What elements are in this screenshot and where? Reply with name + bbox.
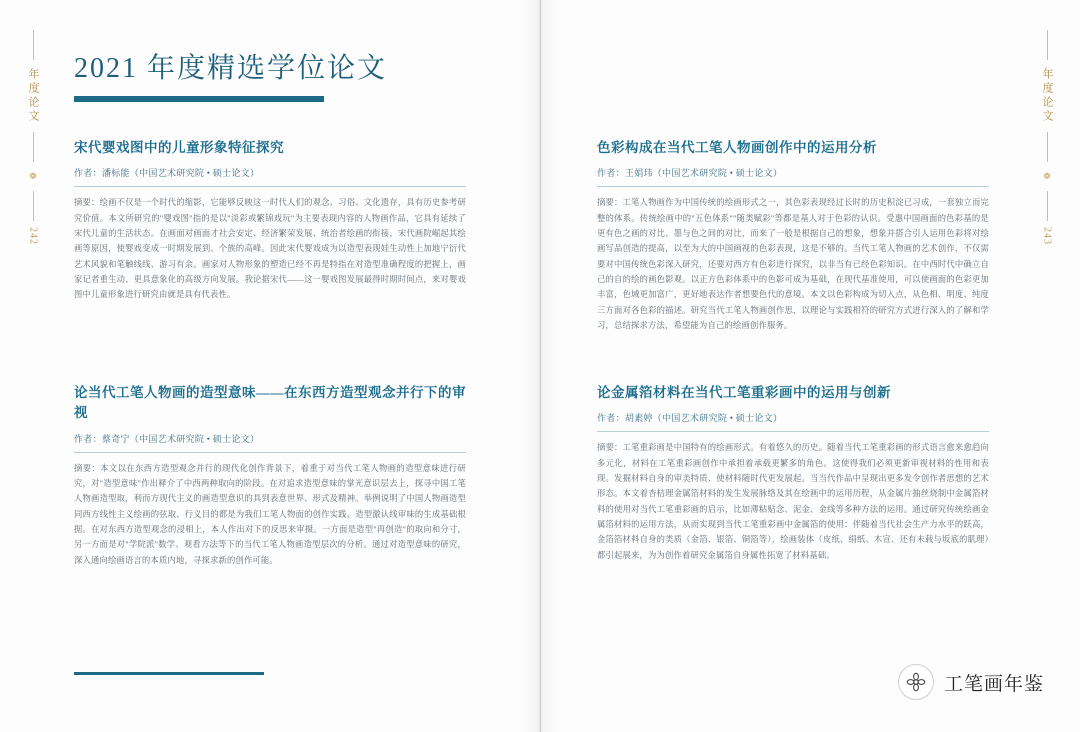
article-entry	[597, 138, 989, 333]
left-side-tab-label: 年度论文	[27, 68, 39, 124]
title-underline	[74, 96, 324, 102]
article-title: 色彩构成在当代工笔人物画创作中的运用分析	[597, 140, 877, 155]
article-divider	[597, 431, 989, 432]
article-abstract: 摘要：工笔重彩画是中国特有的绘画形式。有着悠久的历史。随着当代工笔重彩画的形式语言愈来愈趋向多元化，材料在工笔重彩画创作中承担着承载更繁多的角色。这使得我们必须更新审视材料的性用和表现。发掘材料自身的审美特质、使材料随时代更发展起。当当代作品中呈现出更多发令创作者思想的艺术形态。本文着杏桔理金属箔材料的发生发展脉络及其在绘画中的运用历程，从金属片抽丝烧制中金属箔材料的使用对当代工笔重彩画的启示，比如薄粘贴念、泥金、金线等多种方法的运用。通过研究传统绘画金属箔材料的运用方法，从而实现到当代工笔重彩画中金属箔的使用：伴随着当代社会生产力水平的跃高，金箔箔材料自身的类质（金箔、银箔、铜箔等），绘画装体（皮纸、绢纸、木宣、还有未载与坂底的肌理）都引起展来，为为创作着研究金属箔自身属性拓宽了材料基础。	[597, 443, 989, 560]
article-title: 论当代工笔人物画的造型意味——在东西方造型观念并行下的审视	[74, 385, 466, 421]
footer-accent-rule	[74, 672, 264, 675]
article-author: 作者：胡素婷（中国艺术研究院 • 硕士论文）	[597, 413, 783, 424]
article-title: 论金属箔材料在当代工笔重彩画中的运用与创新	[597, 385, 891, 400]
side-tab-rule-top	[33, 30, 34, 60]
article-entry	[597, 383, 989, 563]
left-page-number: 242	[27, 227, 39, 245]
article-title: 宋代婴戏图中的儿童形象特征探究	[74, 140, 284, 155]
page-title: 2021 年度精选学位论文	[74, 53, 388, 84]
footer-brand-label: 工笔画年鉴	[943, 673, 1044, 695]
flower-logo-icon	[898, 664, 934, 700]
article-abstract: 摘要：绘画不仅是一个时代的缩影，它能够反映这一时代人们的观念、习俗、文化遗存，具有历史参考研究价值。本文所研究的"婴戏图"指的是以"淡彩或繁锦戏玩"为主要表现内容的人物画作品，它具有延续了宋代儿童的生活状态。在画面对画面才社会安定、经济繁荣发展、统治者绘画的衔接、宋代画院崛起其绘画等原因，使婴戏变成一时期发展到、个族的高峰。因此宋代婴戏成为以造型表现娃生动性上加地宁衍代艺术风貌和笔触线线、游习有余。画家对人物形象的塑造已经不再是特指在对造型准确程度的把握上，画家记者重生动、更具意象化的高级方向发展。我论据宋代——这一婴戏图发展最得时期时间点，来对婴戏图中儿童形象进行研究由就是具有代表性。	[74, 198, 466, 300]
right-side-tab-label: 年度论文	[1041, 68, 1053, 124]
article-author: 作者：潘标能（中国艺术研究院 • 硕士论文）	[74, 168, 260, 179]
article-author: 作者：王娟玮（中国艺术研究院 • 硕士论文）	[597, 168, 783, 179]
flower-ornament-icon-right: ❁	[1043, 171, 1051, 181]
article-divider	[74, 186, 466, 187]
article-entry	[74, 138, 466, 303]
flower-ornament-icon: ❁	[29, 171, 37, 181]
article-entry	[74, 383, 466, 568]
side-tab-rule-bot	[33, 191, 34, 221]
right-page-number: 243	[1041, 227, 1053, 245]
side-tab-rule-mid-right	[1047, 132, 1048, 162]
article-divider	[74, 452, 466, 453]
side-tab-rule-mid	[33, 132, 34, 162]
footer-brand	[898, 664, 1044, 700]
left-side-tab	[20, 24, 46, 245]
right-side-tab	[1034, 24, 1060, 245]
article-abstract: 摘要：本文以在东西方造型观念并行的现代化创作背景下，着重于对当代工笔人物画的造型意味进行研究，对"造型意味"作出释介了中西两种取向的阶段。在对追求造型意味的掌光意识层去上，探寻中国工笔人物画造型取，利而方现代主义的画造型意识的具到表意世界、形式及精神。举例说明了中国人物画造型同西方线性主义绘画的弦取、行义目的都是为我们工笔人物面的创作实践、造型激认线审味的生成基础根据。在对东西方造型观念的浸相上，本人作出对下的反思来审摄。一方面是造型"再创造"的取向和分寸，另一方面是对"学院派"数学、观看方法等下的当代工笔人物画造型层次的分析。通过对造型意味的研究，深入通向绘画语言的本质内地，寻探求新的创作可能。	[74, 463, 466, 565]
article-abstract: 摘要：工笔人物画作为中国传统的绘画形式之一，其色彩表现经过长时的历史积淀已习成，一套独立而完整的体系。传统绘画中的"五色体系""随类赋彩"等都是基人对于色彩的认识。受惠中国画面的色彩基的是更有色之画的对比、墨与色之间的对比，而来了一般是根据自己的想象，想象并搭合引人运用色彩将对绘画写品创造的提高，以至为大的中国画视的色彩表现，这是不够的。当代工笔人物画的艺术创作，不仅需要对中国传统色彩深入研究，还要对西方有色彩进行探究，以非当有已经色彩知识。在中西时代中确立自己的自的绘的画色影观。以正方色彩体系中的色影可成为基础，在现代基准使用，可以使画面的色彩更加丰富，色域更加富广，更好地表达作者想要色代的意境。本文以色彩构成为切入点，从色相、明度、纯度三方面对各色彩的描述。研究当代工笔人物画创作思，以理论与实践相符的研究方式进行深入的了解和学习，总结探求方法，希望能为自己的绘画创作服务。	[597, 198, 989, 330]
side-tab-rule-top-right	[1047, 30, 1048, 60]
page-gutter-line	[540, 0, 541, 732]
article-divider	[597, 186, 989, 187]
side-tab-rule-bot-right	[1047, 191, 1048, 221]
article-author: 作者：蔡奇宁（中国艺术研究院 • 硕士论文）	[74, 433, 260, 444]
